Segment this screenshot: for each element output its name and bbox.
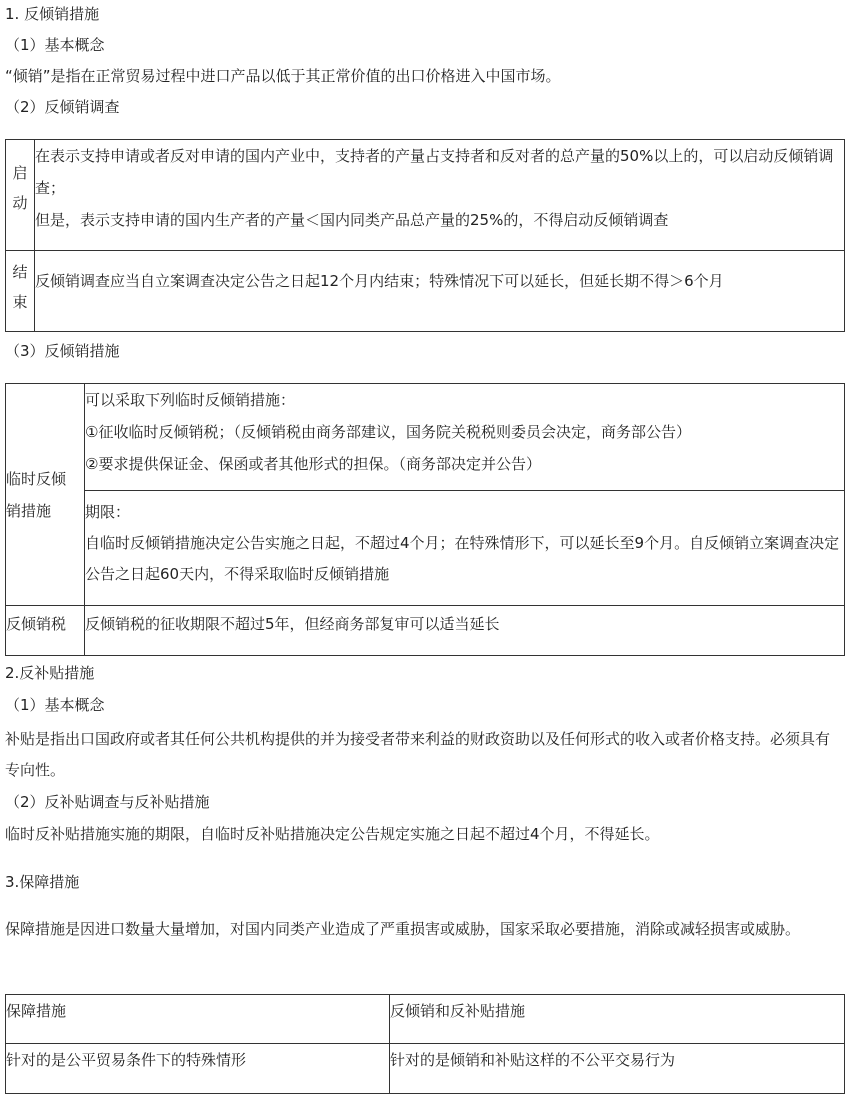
start-text-1: 在表示支持申请或者反对申请的国内产业中，支持者的产量占支持者和反对者的总产量的50%以上的，可以启动反倾销调查； [35, 147, 834, 197]
tax-label-cell [6, 606, 85, 656]
tax-text: 反倾销税的征收期限不超过5年，但经商务部复审可以适当延长 [85, 615, 500, 633]
col1-header-cell [6, 995, 390, 1044]
col2-text-cell [390, 1044, 845, 1094]
section2-definition: 补贴是指出口国政府或者其任何公共机构提供的并为接受者带来利益的财政资助以及任何形式的收入或者价格支持。必须具有专向性。 [5, 730, 831, 779]
temp-label: 临时反倾销措施 [6, 469, 67, 520]
end-text-cell [35, 251, 845, 332]
start-label-cell [6, 140, 35, 251]
end-label-cell [6, 251, 35, 332]
section3-definition: 保障措施是因进口数量大量增加，对国内同类产业造成了严重损害或威胁，国家采取必要措施，消除或减轻损害或威胁。 [5, 920, 801, 938]
measures-table [5, 383, 845, 656]
col1-text: 针对的是公平贸易条件下的特殊情形 [6, 1051, 247, 1069]
start-label: 启动 [12, 164, 28, 212]
period-cell [85, 491, 845, 606]
start-text-cell [35, 140, 845, 251]
period-text: 自临时反倾销措施决定公告实施之日起，不超过4个月；在特殊情形下，可以延长至9个月。自反倾销立案调查决定公告之日起60天内，不得采取临时反倾销措施 [85, 534, 840, 583]
end-label: 结束 [12, 263, 28, 311]
comparison-table [5, 994, 845, 1094]
section2-title: 2.反补贴措施 [5, 664, 95, 682]
col1-header: 保障措施 [6, 1002, 67, 1020]
section2-text: 临时反补贴措施实施的期限，自临时反补贴措施决定公告规定实施之日起不超过4个月，不得延长。 [5, 825, 660, 843]
section1-sub3: （3）反倾销措施 [5, 342, 120, 360]
section2-sub2: （2）反补贴调查与反补贴措施 [5, 793, 210, 811]
temp-item-1: ①征收临时反倾销税；（反倾销税由商务部建议，国务院关税税则委员会决定，商务部公告） [85, 423, 691, 441]
temp-label-cell [6, 384, 85, 606]
temp-item-2: ②要求提供保证金、保函或者其他形式的担保。（商务部决定并公告） [85, 455, 541, 473]
col2-header: 反倾销和反补贴措施 [390, 1002, 526, 1020]
section1-sub1: （1）基本概念 [5, 36, 105, 54]
col2-text: 针对的是倾销和补贴这样的不公平交易行为 [390, 1051, 676, 1069]
section3-title: 3.保障措施 [5, 873, 80, 891]
tax-text-cell [85, 606, 845, 656]
col2-header-cell [390, 995, 845, 1044]
section1-sub2: （2）反倾销调查 [5, 98, 120, 116]
end-text: 反倾销调查应当自立案调查决定公告之日起12个月内结束；特殊情况下可以延长，但延长期不得＞6个月 [35, 272, 724, 290]
investigation-table [5, 139, 845, 332]
tax-label: 反倾销税 [6, 615, 67, 633]
start-text-2: 但是，表示支持申请的国内生产者的产量＜国内同类产品总产量的25%的，不得启动反倾销调查 [35, 211, 669, 229]
section2-sub1: （1）基本概念 [5, 696, 105, 714]
period-title: 期限： [85, 503, 131, 521]
col1-text-cell [6, 1044, 390, 1094]
section1-definition: “倾销”是指在正常贸易过程中进口产品以低于其正常价值的出口价格进入中国市场。 [5, 67, 561, 85]
temp-intro: 可以采取下列临时反倾销措施： [85, 391, 296, 409]
temp-measures-cell [85, 384, 845, 491]
section1-title: 1. 反倾销措施 [5, 5, 100, 23]
